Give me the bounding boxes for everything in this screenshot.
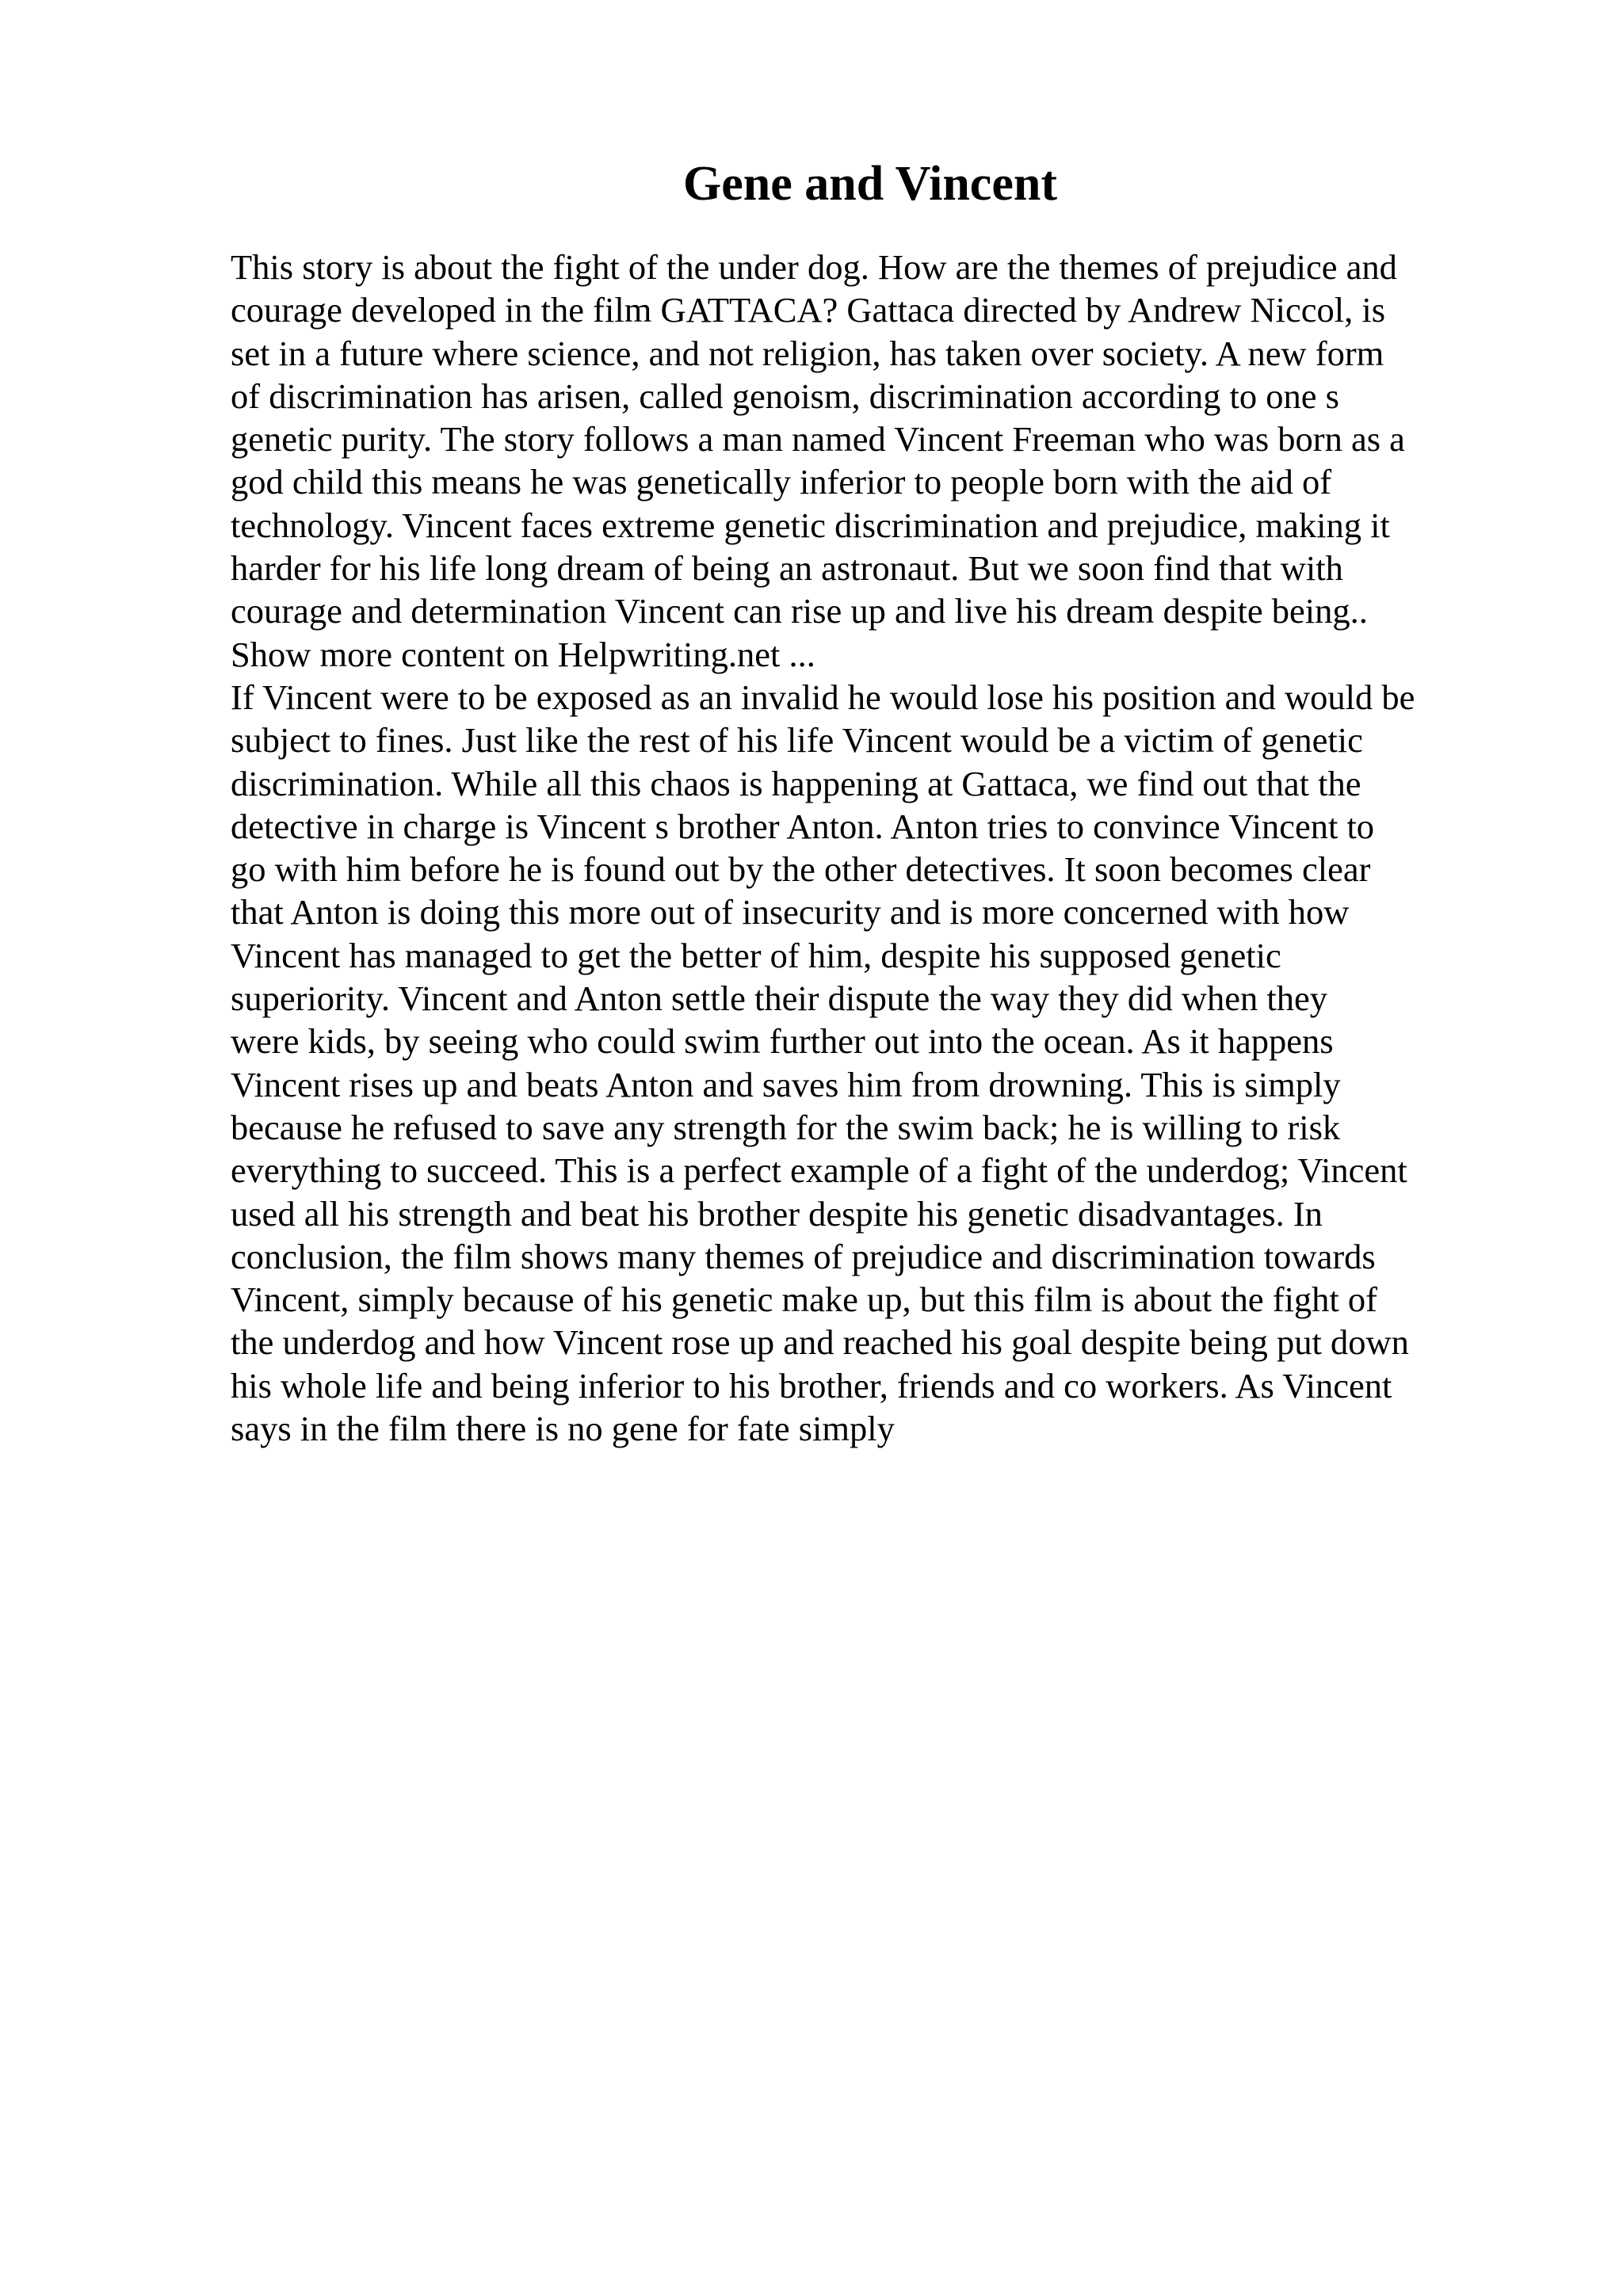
body-line: were kids, by seeing who could swim further out into the ocean. As it happens (231, 1021, 1334, 1062)
body-line: his whole life and being inferior to his brother, friends and co workers. As Vincent (231, 1365, 1392, 1405)
body-line: of discrimination has arisen, called genoism, discrimination according to one s (231, 376, 1339, 416)
body-line: genetic purity. The story follows a man named Vincent Freeman who was born as a (231, 419, 1405, 460)
document-title: Gene and Vincent (683, 157, 1057, 211)
body-line: technology. Vincent faces extreme genetic discrimination and prejudice, making it (231, 505, 1390, 545)
body-line: the underdog and how Vincent rose up and reached his goal despite being put down (231, 1322, 1409, 1363)
body-line: god child this means he was genetically inferior to people born with the aid of (231, 462, 1332, 502)
body-line: everything to succeed. This is a perfect example of a fight of the underdog; Vincent (231, 1150, 1407, 1191)
body-line: If Vincent were to be exposed as an invalid he would lose his position and would be (231, 677, 1415, 717)
body-line: courage developed in the film GATTACA? Gattaca directed by Andrew Niccol, is (231, 290, 1386, 330)
body-line: subject to fines. Just like the rest of his life Vincent would be a victim of genetic (231, 720, 1363, 761)
body-line: discrimination. While all this chaos is happening at Gattaca, we find out that the (231, 763, 1361, 803)
body-line: Show more content on Helpwriting.net ... (231, 634, 815, 674)
body-line: Vincent, simply because of his genetic make up, but this film is about the fight of (231, 1280, 1377, 1320)
body-line: superiority. Vincent and Anton settle their dispute the way they did when they (231, 978, 1327, 1019)
body-line: This story is about the fight of the under dog. How are the themes of prejudice and (231, 247, 1397, 287)
body-line: says in the film there is no gene for fate simply (231, 1409, 895, 1449)
body-line: detective in charge is Vincent s brother Anton. Anton tries to convince Vincent to (231, 806, 1375, 846)
body-line: used all his strength and beat his brother despite his genetic disadvantages. In (231, 1193, 1323, 1234)
body-line: go with him before he is found out by the other detectives. It soon becomes clear (231, 849, 1371, 890)
document-body (231, 246, 1499, 1450)
body-line: that Anton is doing this more out of insecurity and is more concerned with how (231, 892, 1350, 933)
body-line: conclusion, the film shows many themes of prejudice and discrimination towards (231, 1236, 1376, 1276)
body-line: harder for his life long dream of being an astronaut. But we soon find that with (231, 548, 1343, 589)
body-line: Vincent rises up and beats Anton and saves him from drowning. This is simply (231, 1064, 1341, 1104)
body-line: Vincent has managed to get the better of him, despite his supposed genetic (231, 935, 1281, 975)
body-line: courage and determination Vincent can rise up and live his dream despite being.. (231, 591, 1368, 631)
body-line: set in a future where science, and not religion, has taken over society. A new form (231, 333, 1384, 373)
body-line: because he refused to save any strength for the swim back; he is willing to risk (231, 1107, 1341, 1147)
